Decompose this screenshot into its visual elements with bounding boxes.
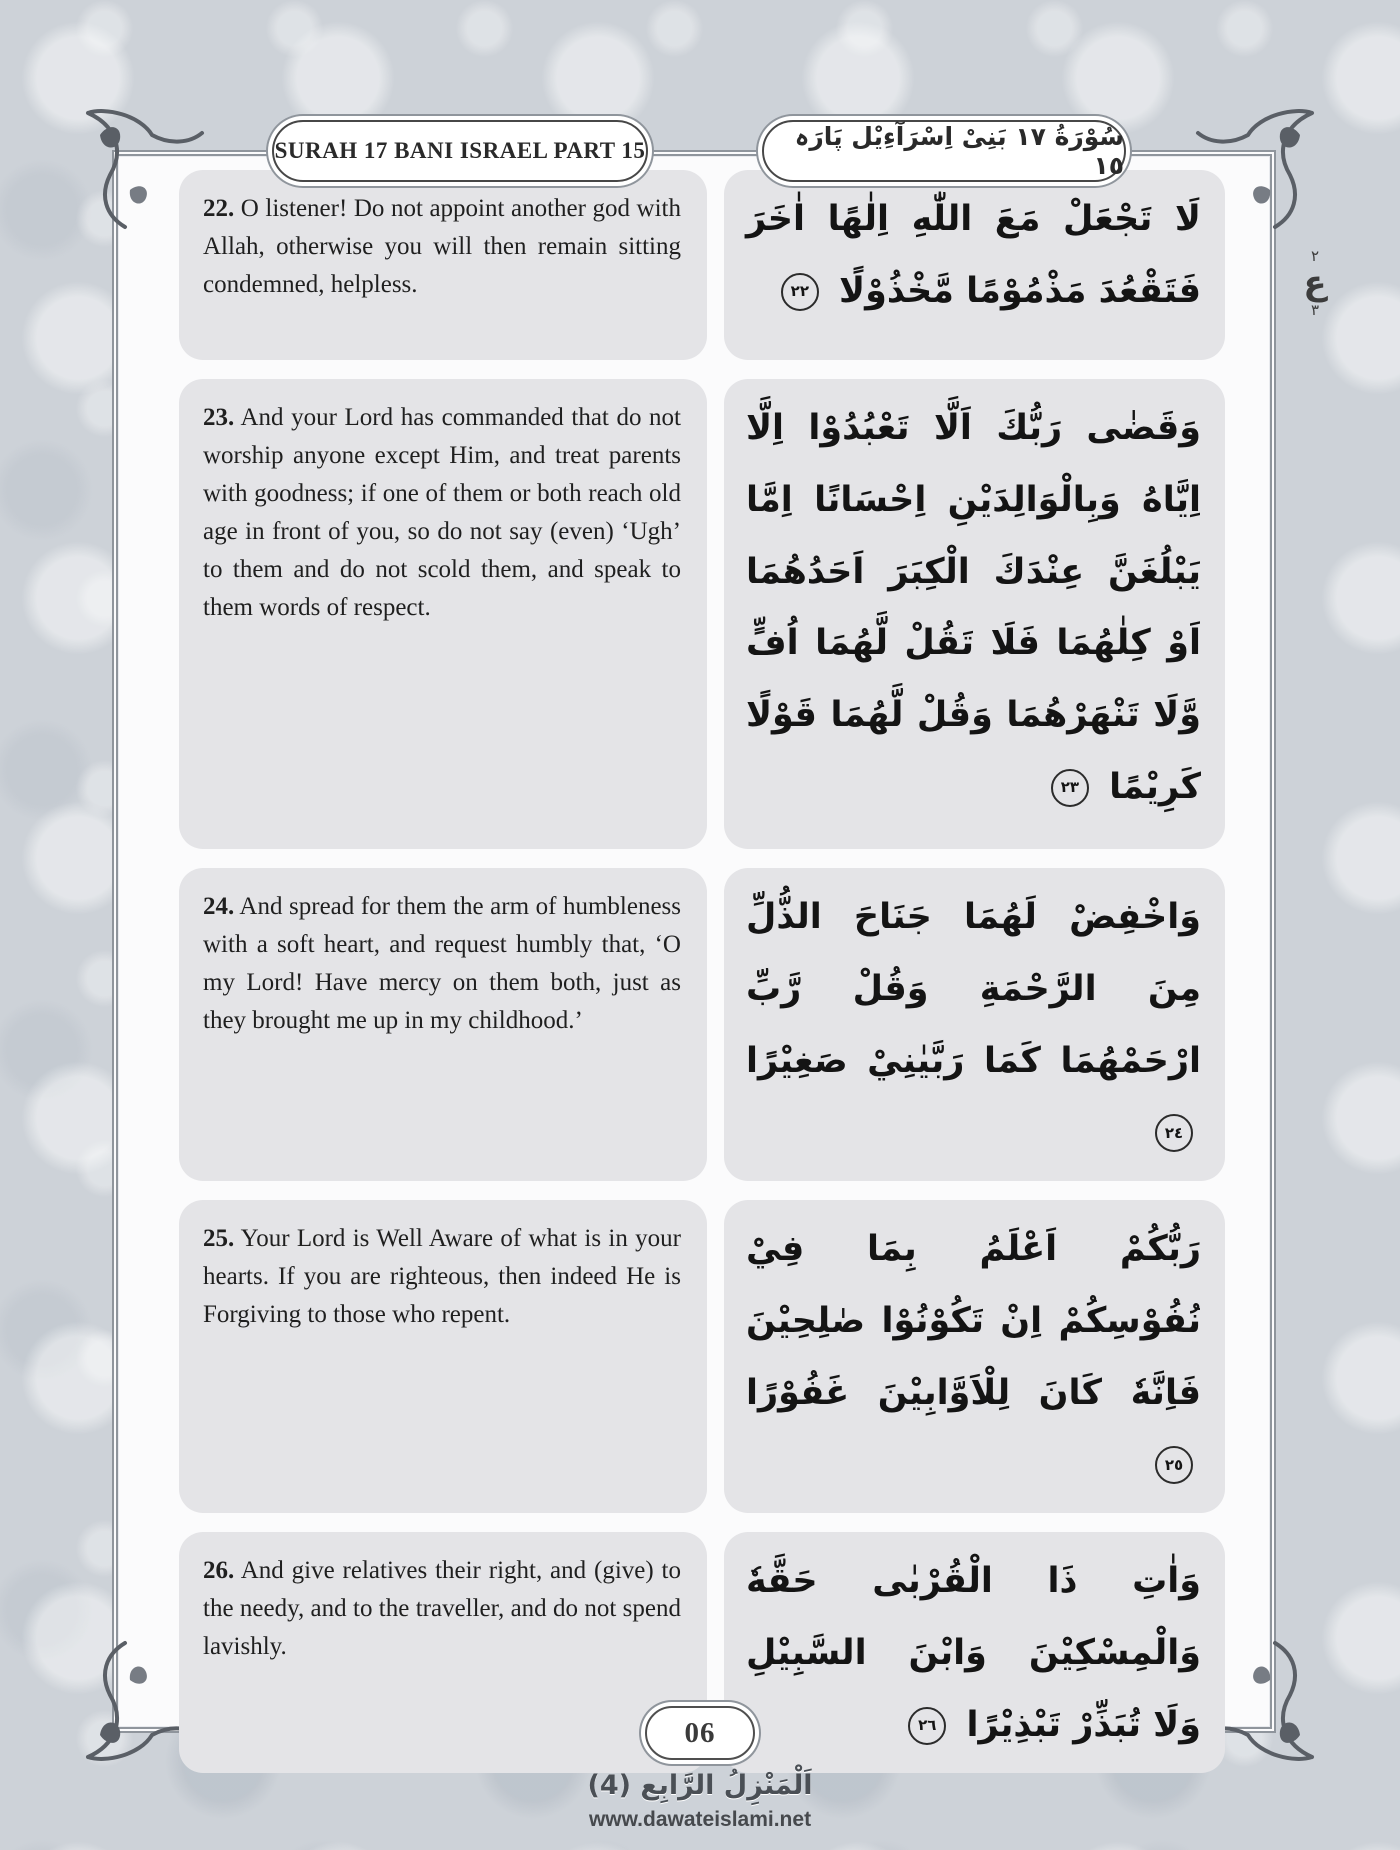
page-number-pill <box>645 1706 755 1760</box>
verse-25-arabic-box <box>724 1200 1225 1513</box>
verse-24-english-box <box>179 868 707 1181</box>
verse-23-arabic-box <box>724 379 1225 849</box>
ruku-number-bottom: ٣ <box>1310 300 1320 319</box>
verses-area <box>179 170 1225 1773</box>
verse-22-english-box <box>179 170 707 360</box>
surah-title-english: SURAH 17 BANI ISRAEL PART 15 <box>274 138 646 163</box>
verse-row-22 <box>179 170 1225 360</box>
verse-26-english-box <box>179 1532 707 1773</box>
verse-25-translation: Your Lord is Well Aware of what is in your hearts. If you are righteous, then indeed He is Forgiving to those who repent. <box>203 1225 681 1328</box>
verse-26-arabic-box <box>724 1532 1225 1773</box>
verse-26-arabic-text: وَاٰتِ ذَا الْقُرْبٰى حَقَّهٗ وَالْمِسْكِيْنَ وَابْنَ السَّبِيْلِ وَلَا تُبَذِّرْ تَبْذِيْرًا <box>746 1561 1201 1745</box>
verse-row-24 <box>179 868 1225 1181</box>
verse-23-english-box <box>179 379 707 849</box>
verse-24-ayah-end-marker: ٢٤ <box>1155 1114 1193 1152</box>
ruku-margin-marker <box>1292 248 1338 318</box>
verse-22-arabic-text: لَا تَجْعَلْ مَعَ اللّٰهِ اِلٰهًا اٰخَرَ فَتَقْعُدَ مَذْمُوْمًا مَّخْذُوْلًا <box>746 199 1201 311</box>
ruku-number-top: ٢ <box>1310 247 1320 265</box>
surah-title-banner-english <box>272 120 648 182</box>
manzil-caption: اَلْمَنْزِلُ الرَّابِع (4) <box>587 1770 813 1801</box>
verse-23-ayah-end-marker: ٢٣ <box>1051 769 1089 807</box>
verse-25-number: 25. <box>203 1225 235 1252</box>
verse-26-ayah-end-marker: ٢٦ <box>908 1707 946 1745</box>
verse-26-translation: And give relatives their right, and (give) to the needy, and to the traveller, and do not spend lavishly. <box>203 1557 681 1660</box>
verse-22-arabic-box <box>724 170 1225 360</box>
verse-24-arabic-text: وَاخْفِضْ لَهُمَا جَنَاحَ الذُّلِّ مِنَ الرَّحْمَةِ وَقُلْ رَّبِّ ارْحَمْهُمَا كَمَا رَبَّيٰنِيْ صَغِيْرًا <box>746 897 1201 1081</box>
verse-25-ayah-end-marker: ٢٥ <box>1155 1446 1193 1484</box>
verse-26-number: 26. <box>203 1557 235 1584</box>
verse-23-translation: And your Lord has commanded that do not worship anyone except Him, and treat parents with goodness; if one of them or both reach old age in front of you, so do not say (even) ‘Ugh’ to them and do not scold them, and speak to them words of respect. <box>203 404 681 621</box>
website-url: www.dawateislami.net <box>588 1808 812 1831</box>
verse-22-translation: O listener! Do not appoint another god with Allah, otherwise you will then remain sitting condemned, helpless. <box>203 195 681 298</box>
surah-title-banner-arabic <box>762 120 1126 182</box>
page-number: 06 <box>684 1716 716 1749</box>
verse-22-number: 22. <box>203 195 235 222</box>
verse-row-23 <box>179 379 1225 849</box>
verse-23-arabic-text: وَقَضٰى رَبُّكَ اَلَّا تَعْبُدُوْا اِلَّا اِيَّاهُ وَبِالْوَالِدَيْنِ اِحْسَانًا اِمَّا يَبْلُغَنَّ عِنْدَكَ الْكِبَرَ اَحَدُهُمَا اَوْ كِلٰهُمَا فَلَا تَقُلْ لَّهُمَا اُفٍّ وَّلَا تَنْهَرْهُمَا وَقُلْ لَّهُمَا قَوْلًا كَرِيْمًا <box>746 408 1201 807</box>
verse-25-arabic-text: رَبُّكُمْ اَعْلَمُ بِمَا فِيْ نُفُوْسِكُمْ اِنْ تَكُوْنُوْا صٰلِحِيْنَ فَاِنَّهٗ كَانَ لِلْاَوَّابِيْنَ غَفُوْرًا <box>746 1229 1201 1413</box>
verse-25-english-box <box>179 1200 707 1513</box>
verse-23-number: 23. <box>203 404 235 431</box>
verse-row-25 <box>179 1200 1225 1513</box>
verse-24-translation: And spread for them the arm of humbleness with a soft heart, and request humbly that, ‘O my Lord! Have mercy on them both, just as they brought me up in my childhood.’ <box>203 893 681 1034</box>
surah-title-arabic: سُوْرَةُ ١٧ بَنِىْ اِسْرَآءِيْل پَارَہ ١٥ <box>794 122 1124 180</box>
verse-24-number: 24. <box>203 893 235 920</box>
verse-22-ayah-end-marker: ٢٢ <box>781 273 819 311</box>
verse-24-arabic-box <box>724 868 1225 1181</box>
ruku-ain-symbol: ع <box>1303 262 1327 303</box>
